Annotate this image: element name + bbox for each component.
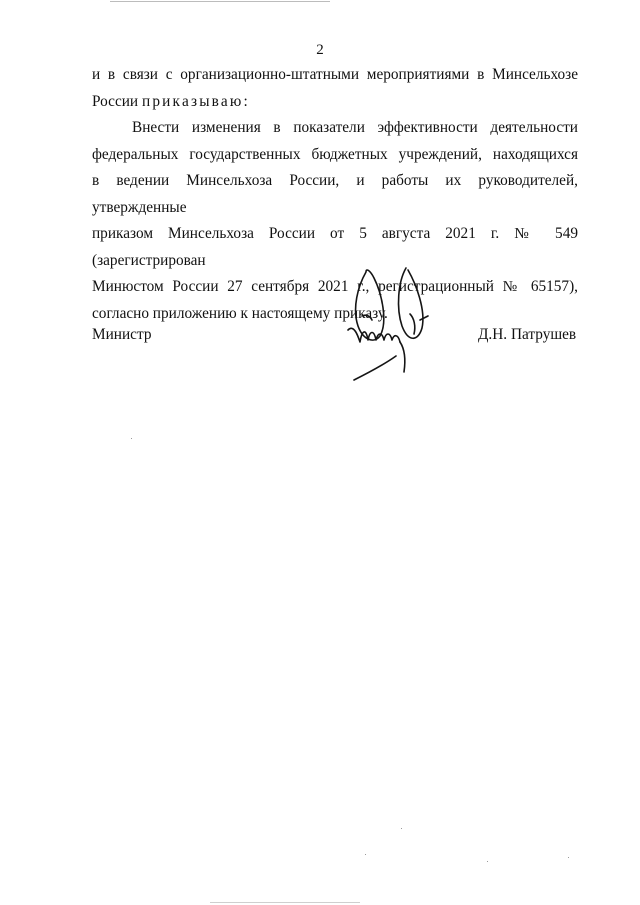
order-line-6: согласно приложению к настоящему приказу. (92, 304, 388, 322)
scan-speck (131, 438, 132, 439)
intro-line-1: и в связи с организационно-штатными мероприятиями в Минсельхозе (92, 66, 578, 83)
scan-speck (487, 861, 488, 862)
order-word: приказываю (141, 92, 244, 110)
handwritten-signature (336, 260, 446, 390)
scan-speck (365, 854, 366, 855)
signatory-title: Министр (92, 326, 152, 343)
scan-speck (401, 828, 402, 829)
order-line-3: в ведении Минсельхоза России, и работы их руководителей, утвержденные (92, 172, 578, 216)
scan-edge-line-top (110, 1, 330, 2)
intro-line-2 (92, 89, 578, 116)
intro-line-2-start: России (92, 92, 142, 110)
signatory-name: Д.Н. Патрушев (478, 326, 577, 343)
intro-line-2-end: : (243, 92, 248, 110)
scan-edge-line-bottom (210, 902, 360, 903)
page-number: 2 (316, 42, 324, 58)
scan-speck (568, 857, 569, 858)
order-paragraph (92, 115, 578, 327)
order-line-5: Минюстом России 27 сентября 2021 г., регистрационный № 65157), (92, 278, 578, 295)
order-line-1: Внести изменения в показатели эффективности деятельности (132, 119, 578, 136)
order-line-2: федеральных государственных бюджетных учреждений, находящихся (92, 145, 578, 163)
intro-paragraph (92, 62, 578, 115)
order-line-4: приказом Минсельхоза России от 5 августа 2021 г. № 549 (зарегистрирован (92, 225, 578, 269)
